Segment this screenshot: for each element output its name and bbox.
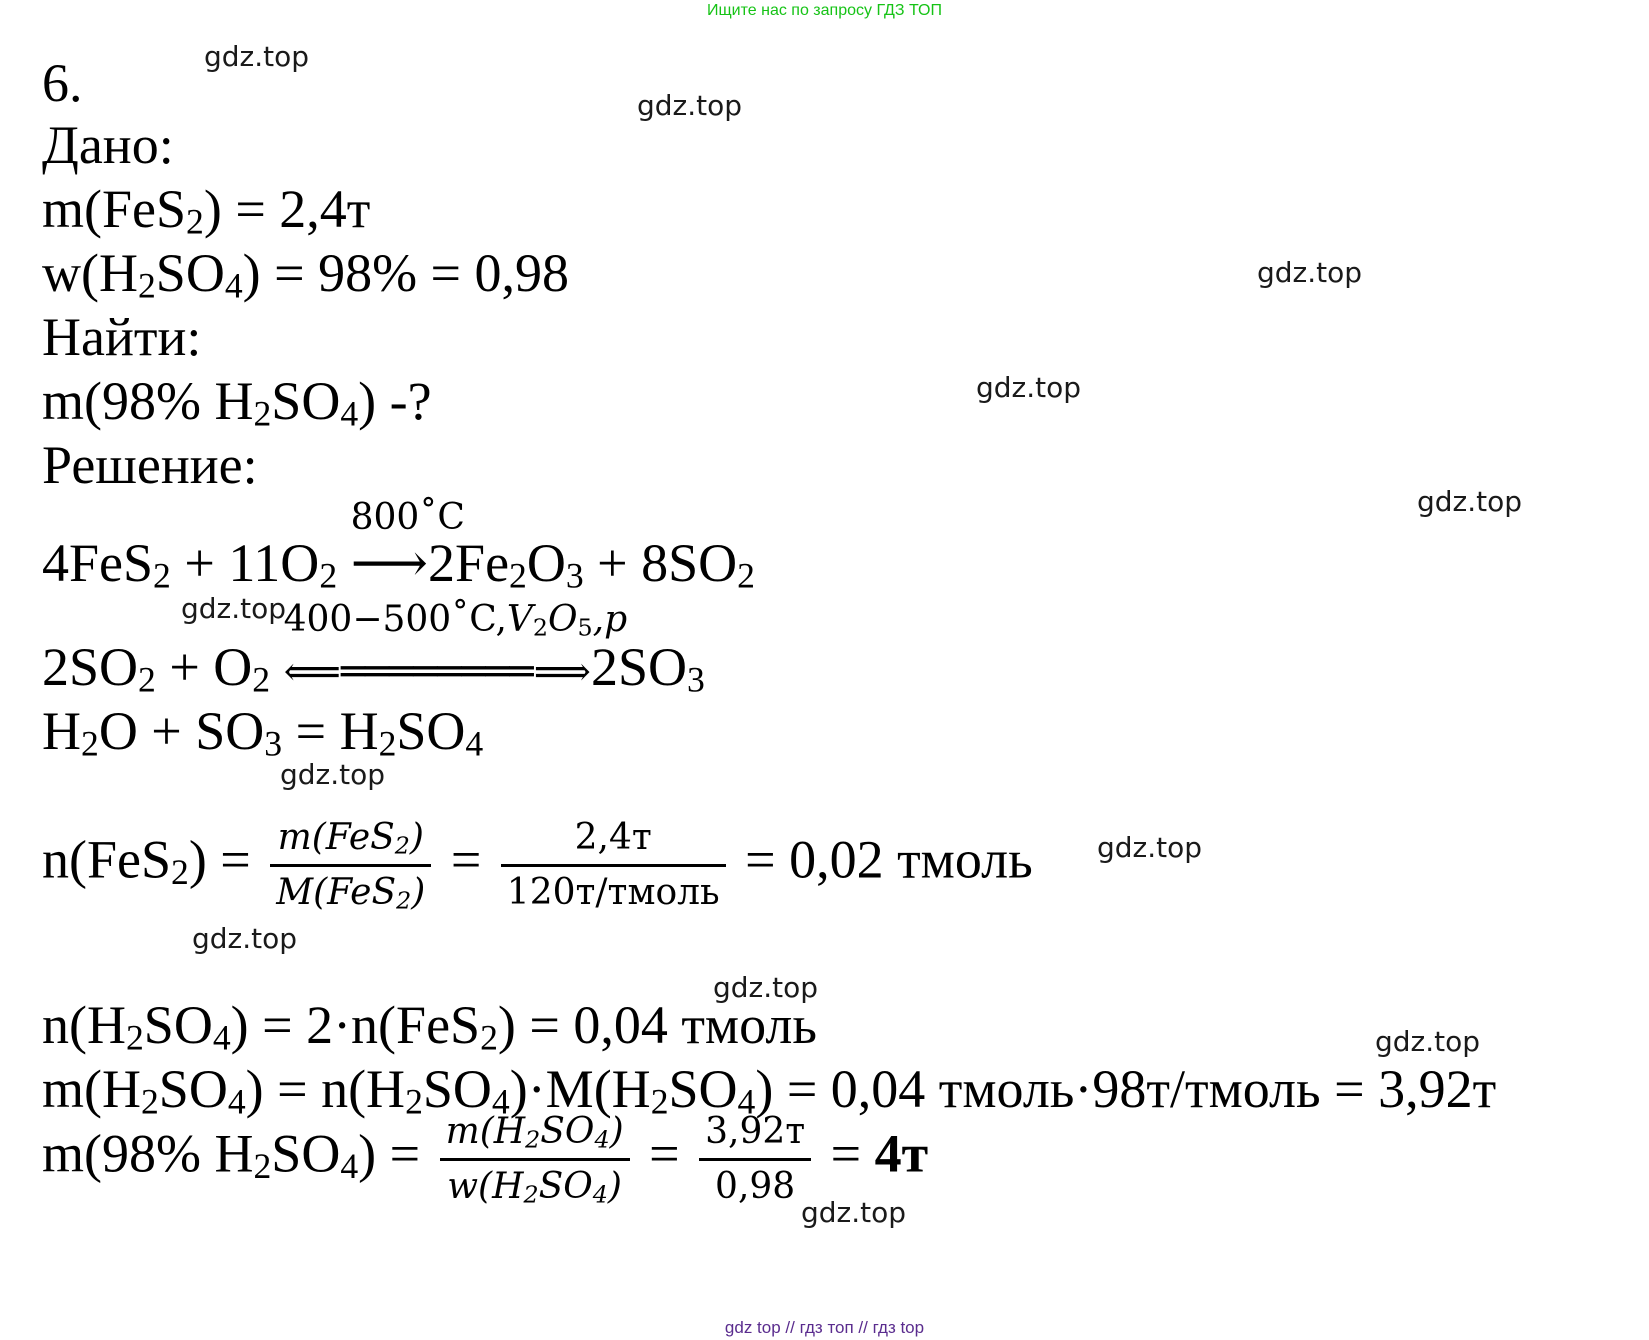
- find-heading: Найти:: [42, 307, 202, 367]
- equilibrium-arrow: $400-500˚C,V_2O_5,p$ ⟸════════⟹: [283, 599, 628, 695]
- watermark: gdz.top: [1257, 256, 1363, 289]
- fraction: $\frac{m(FeS_2)}{M(FeS_2)}$: [270, 818, 431, 912]
- reaction-condition: 800˚C: [350, 497, 465, 538]
- watermark: gdz.top: [204, 40, 310, 73]
- top-banner: Ищите нас по запросу ГДЗ ТОП: [707, 2, 942, 19]
- bottom-banner: gdz top // гдз топ // гдз top: [724, 1318, 925, 1337]
- problem-number: 6.: [42, 53, 83, 113]
- given-mass-fes2: m(FeS$_2$) = 2,4т: [42, 179, 371, 242]
- fraction: $\frac{2,4т}{\text{120т/тмоль}}$: [501, 818, 726, 912]
- find-value: m(98% $H_2SO_4$) -?: [42, 371, 432, 434]
- watermark: gdz.top: [1097, 831, 1203, 864]
- watermark: gdz.top: [181, 592, 287, 625]
- watermark: gdz.top: [801, 1196, 907, 1229]
- watermark: gdz.top: [1417, 485, 1523, 518]
- watermark: gdz.top: [637, 89, 743, 122]
- given-heading: Дано:: [42, 115, 174, 175]
- fraction: $\frac{m(H_2SO_4)}{w(H_2SO_4)}$: [440, 1112, 630, 1206]
- final-answer: 4т: [874, 1123, 929, 1184]
- watermark: gdz.top: [976, 371, 1082, 404]
- reaction-3: $H_2O + SO_3 = H_2SO_4$: [42, 701, 484, 764]
- calc-final: m(98% $H_2SO_4$) = $\frac{m(H_2SO_4)}{w(H_2SO_4)}$ = $\frac{3,92т}{0,98}$ = 4т: [42, 1111, 929, 1208]
- calc-n-fes2: n(FeS$_2$) = $\frac{m(FeS_2)}{M(FeS_2)}$ = $\frac{2,4т}{\text{120т/тмоль}}$ = 0,02 тмоль: [42, 817, 1033, 914]
- reaction-condition: $400-500˚C,V_2O_5,p$: [283, 599, 628, 642]
- reaction-1: $4FeS_2 + 11O_2$ 800˚C $⟶2Fe_2O_3 + 8SO_2$: [42, 497, 755, 596]
- watermark: gdz.top: [713, 971, 819, 1004]
- fraction: $\frac{3,92т}{0,98}$: [699, 1112, 811, 1206]
- watermark: gdz.top: [280, 758, 386, 791]
- reaction-2: $2SO_2 + O_2$ $400-500˚C,V_2O_5,p$ $⟸════════⟹2SO_3$: [42, 599, 705, 700]
- reaction-arrow: 800˚C ⟶: [350, 497, 465, 594]
- given-mass-fraction: $w(H_2SO_4) = 98\% = 0,98$: [42, 243, 570, 306]
- watermark: gdz.top: [192, 922, 298, 955]
- calc-m-h2so4: $m(H_2SO_4) = n(H_2SO_4)\cdot M(H_2SO_4) = 0,04$ тмоль·98т/тмоль = 3,92т: [42, 1059, 1497, 1122]
- solution-heading: Решение:: [42, 435, 258, 495]
- watermark: gdz.top: [1375, 1025, 1481, 1058]
- calc-n-h2so4: $n(H_2SO_4) = 2\cdot n(FeS_2) = 0,04$ тмоль: [42, 995, 817, 1058]
